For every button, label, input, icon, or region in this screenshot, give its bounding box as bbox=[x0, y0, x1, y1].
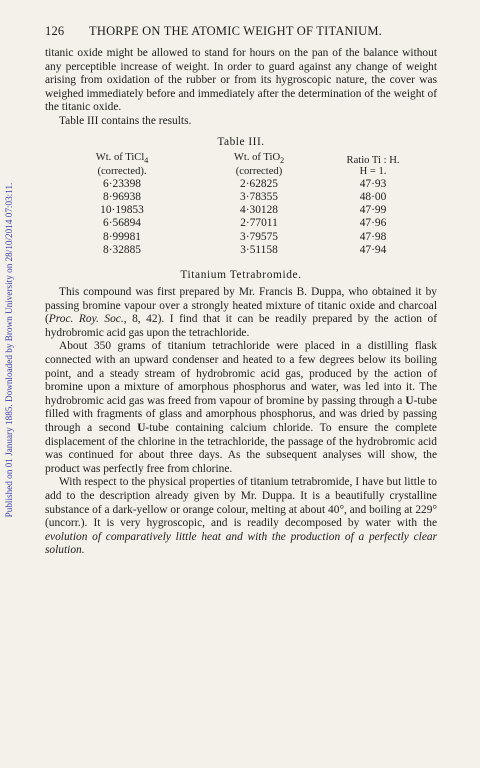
table-cell: 2·62825 bbox=[240, 177, 278, 190]
table-header-tetrachloride: Wt. of TiCl$_4$ (corrected). bbox=[95, 151, 149, 178]
table-row bbox=[51, 244, 421, 257]
section-heading: Titanium Tetrabromide. bbox=[180, 269, 302, 282]
table-cell: 3·79575 bbox=[240, 230, 278, 243]
download-watermark-text: Published on 01 January 1885. Downloaded by Brown University on 28/10/2014 07:03:11. bbox=[4, 182, 14, 518]
table-cell: 47·96 bbox=[359, 217, 387, 230]
table-row bbox=[51, 191, 421, 204]
table-cell: 47·98 bbox=[359, 230, 387, 243]
running-header bbox=[45, 24, 437, 39]
page-number: 126 bbox=[45, 24, 65, 38]
table-header-oxide: Wt. of TiO$_2$ (corrected) bbox=[233, 151, 285, 178]
table-cell: 48·00 bbox=[359, 191, 387, 204]
table-cell: 3·51158 bbox=[240, 243, 278, 256]
italic-phrase: evolution of comparatively little heat and with the production of a perfectly clear solution. bbox=[45, 530, 437, 557]
table-cell: 6·56894 bbox=[103, 217, 141, 230]
table-row bbox=[51, 217, 421, 230]
results-table bbox=[51, 152, 421, 258]
journal-reference: Proc. Roy. Soc. bbox=[48, 313, 124, 326]
u-tube-letter: U bbox=[137, 422, 146, 435]
table-cell: 2·77011 bbox=[240, 217, 278, 230]
paragraph-table-intro: Table III contains the results. bbox=[59, 114, 192, 127]
table-cell: 47·99 bbox=[359, 204, 387, 217]
paragraph-duppa: This compound was first prepared by Mr. Francis B. Duppa, who obtained it by passing bromine vapour over a strongly heated mixture of titanic oxide and charcoal (Proc. Roy. Soc., 8, 42). I find that it can be readily prepared by the action of hydrobromic acid gas upon the tetrachloride. bbox=[45, 286, 437, 339]
u-tube-letter: U bbox=[405, 394, 414, 407]
table-cell: 4·30128 bbox=[240, 204, 278, 217]
table-cell: 8·96938 bbox=[103, 191, 141, 204]
table-cell: 8·32885 bbox=[103, 243, 141, 256]
table-title: Table III. bbox=[217, 135, 265, 148]
table-cell: 10·19853 bbox=[100, 204, 144, 217]
table-cell: 6·23398 bbox=[103, 177, 141, 190]
page bbox=[45, 24, 437, 558]
table-header-row bbox=[51, 152, 421, 178]
table-cell: 8·99981 bbox=[103, 230, 141, 243]
table-header-ratio: Ratio Ti : H. H = 1. bbox=[346, 154, 400, 178]
paragraph-preparation: About 350 grams of titanium tetrachloride were placed in a distilling flask connected with an upward condenser and heated to a few degrees below its boiling point, and a steady stream of hydrobromic acid gas, produced by the action of bromine upon a mixture of amorphous phosphorus and water, was led into it. The hydrobromic acid gas was freed from vapour of bromine by passing through a U-tube filled with fragments of glass and amorphous phosphorus, and was dried by passing through a second U-tube containing calcium chloride. To ensure the complete displacement of the chlorine in the tetrachloride, the passage of the hydrobromic acid was continued for about three days. As the subsequent analyses will show, the product was perfectly free from chlorine. bbox=[45, 340, 437, 475]
running-title: THORPE ON THE ATOMIC WEIGHT OF TITANIUM. bbox=[89, 24, 382, 38]
paragraph-balance: titanic oxide might be allowed to stand for hours on the pan of the balance without any perceptible increase of weight. In order to guard against any change of weight arising from oxidation of the rubber or from its hygroscopic nature, the cover was weighed immediately before and immediately after the determination of the weight of the titanic oxide. bbox=[45, 47, 437, 114]
table-cell: 47·93 bbox=[359, 177, 387, 190]
download-watermark bbox=[2, 90, 16, 610]
paragraph-properties: With respect to the physical properties of titanium tetrabromide, I have but little to add to the description already given by Mr. Duppa. It is a beautifully crystalline substance of a dark-yellow or orange colour, melting at about 40°, and boiling at 229° (uncorr.). It is very hygroscopic, and is readily decomposed by water with the evolution of comparatively little heat and with the production of a perfectly clear solution. bbox=[45, 476, 437, 557]
table-row bbox=[51, 178, 421, 191]
table-row bbox=[51, 204, 421, 217]
table-row bbox=[51, 231, 421, 244]
table-cell: 3·78355 bbox=[240, 191, 278, 204]
table-cell: 47·94 bbox=[359, 243, 387, 256]
